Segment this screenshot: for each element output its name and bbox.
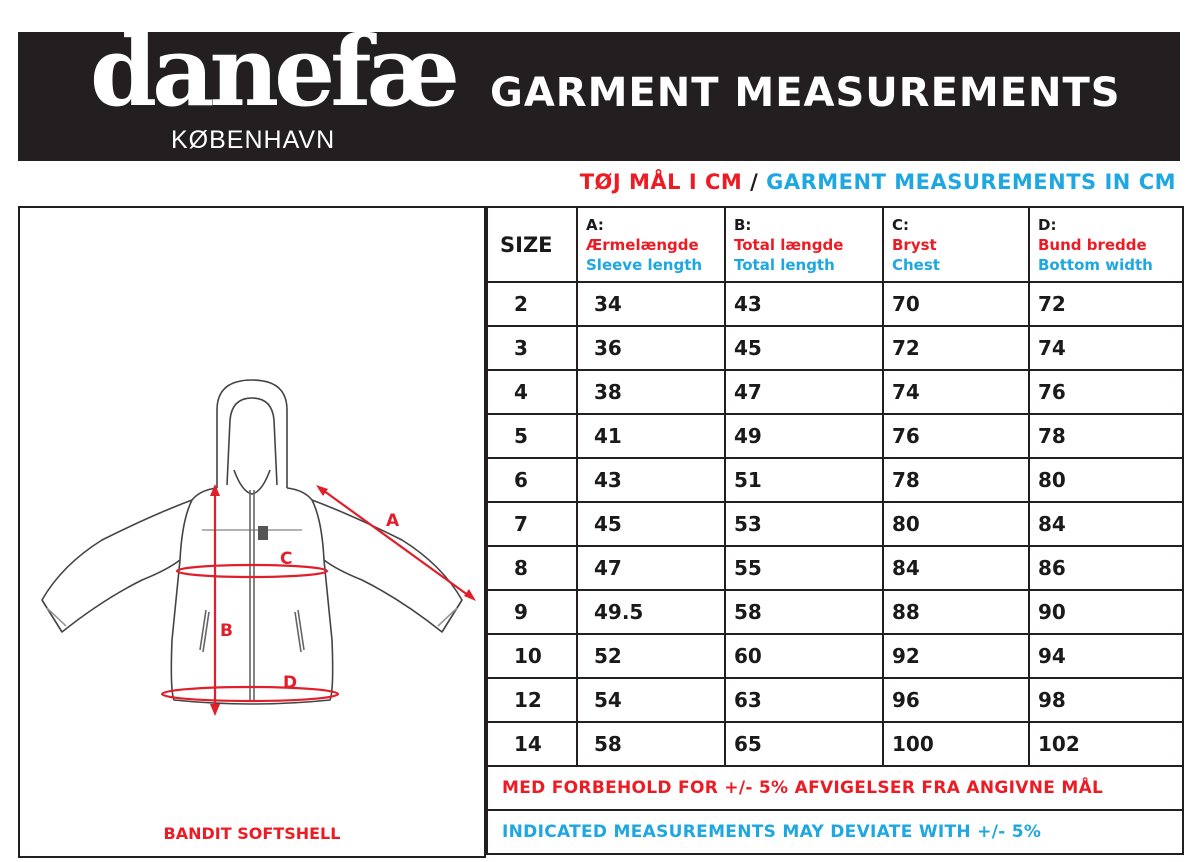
size-column-header: SIZE: [487, 207, 577, 282]
size-cell: 6: [487, 458, 577, 502]
label-a: A: [386, 511, 400, 531]
bottom-width-cell: 76: [1029, 370, 1183, 414]
bottom-width-cell: 72: [1029, 282, 1183, 326]
zipper: [250, 490, 254, 700]
bottom-width-cell: 74: [1029, 326, 1183, 370]
table-row: [487, 458, 1183, 502]
column-label-english: Sleeve length: [586, 255, 703, 274]
sleeve-length-cell: 43: [577, 458, 725, 502]
size-cell: 10: [487, 634, 577, 678]
size-cell: 9: [487, 590, 577, 634]
chest-cell: 88: [883, 590, 1029, 634]
size-cell: 14: [487, 722, 577, 766]
sleeve-length-cell: 34: [577, 282, 725, 326]
total-length-cell: 53: [725, 502, 883, 546]
subtitle-english: GARMENT MEASUREMENTS IN CM: [766, 170, 1176, 194]
jacket-body: [171, 488, 332, 704]
sleeve-length-cell: 52: [577, 634, 725, 678]
bottom-width-cell: 86: [1029, 546, 1183, 590]
table-row: [487, 414, 1183, 458]
total-length-cell: 49: [725, 414, 883, 458]
column-label-danish: Bryst: [892, 235, 937, 254]
bottom-width-cell: 98: [1029, 678, 1183, 722]
total-length-cell: 51: [725, 458, 883, 502]
total-length-cell: 63: [725, 678, 883, 722]
sleeve-length-cell: 38: [577, 370, 725, 414]
size-cell: 8: [487, 546, 577, 590]
total-length-cell: 58: [725, 590, 883, 634]
bottom-width-cell: 78: [1029, 414, 1183, 458]
sleeve-length-cell: 41: [577, 414, 725, 458]
column-header-a: [577, 207, 725, 282]
header-banner: [18, 15, 1180, 161]
bottom-width-cell: 102: [1029, 722, 1183, 766]
garment-diagram-panel: [18, 206, 486, 858]
total-length-cell: 43: [725, 282, 883, 326]
size-cell: 2: [487, 282, 577, 326]
column-label-english: Chest: [892, 255, 940, 274]
left-sleeve: [42, 500, 192, 632]
table-row: [487, 326, 1183, 370]
size-cell: 4: [487, 370, 577, 414]
chest-cell: 84: [883, 546, 1029, 590]
measure-line-a: [320, 488, 472, 598]
chest-cell: 92: [883, 634, 1029, 678]
table-row: [487, 634, 1183, 678]
bottom-width-cell: 84: [1029, 502, 1183, 546]
column-header-c: [883, 207, 1029, 282]
chest-cell: 96: [883, 678, 1029, 722]
sleeve-length-cell: 49.5: [577, 590, 725, 634]
tolerance-note-english: INDICATED MEASUREMENTS MAY DEVIATE WITH +/- 5%: [487, 810, 1183, 854]
size-cell: 5: [487, 414, 577, 458]
total-length-cell: 65: [725, 722, 883, 766]
measurement-subtitle: [580, 170, 1176, 194]
table-row: [487, 502, 1183, 546]
column-label-danish: Total længde: [734, 235, 844, 254]
table-body: [487, 282, 1183, 854]
bottom-width-cell: 80: [1029, 458, 1183, 502]
note-row-english: [487, 810, 1183, 854]
total-length-cell: 47: [725, 370, 883, 414]
label-b: B: [220, 621, 233, 641]
chest-cell: 80: [883, 502, 1029, 546]
column-label-english: Total length: [734, 255, 835, 274]
table-row: [487, 590, 1183, 634]
table-row: [487, 722, 1183, 766]
size-cell: 12: [487, 678, 577, 722]
chest-cell: 70: [883, 282, 1029, 326]
label-d: D: [283, 673, 298, 693]
column-header-b: [725, 207, 883, 282]
table-row: [487, 282, 1183, 326]
sleeve-length-cell: 45: [577, 502, 725, 546]
sleeve-length-cell: 58: [577, 722, 725, 766]
column-header-d: [1029, 207, 1183, 282]
left-pocket: [200, 610, 209, 652]
table-row: [487, 678, 1183, 722]
column-letter: C:: [892, 215, 910, 234]
table-header-row: [487, 207, 1183, 282]
table-row: [487, 370, 1183, 414]
table-row: [487, 546, 1183, 590]
label-c: C: [280, 549, 293, 569]
column-label-english: Bottom width: [1038, 255, 1153, 274]
page-title: GARMENT MEASUREMENTS: [490, 70, 1121, 116]
size-cell: 3: [487, 326, 577, 370]
column-label-danish: Bund bredde: [1038, 235, 1147, 254]
sleeve-length-cell: 54: [577, 678, 725, 722]
brand-logo: danefæ: [90, 15, 456, 128]
size-table: [486, 206, 1184, 855]
bottom-width-cell: 94: [1029, 634, 1183, 678]
total-length-cell: 45: [725, 326, 883, 370]
garment-name: BANDIT SOFTSHELL: [163, 824, 341, 843]
bottom-width-cell: 90: [1029, 590, 1183, 634]
chest-cell: 76: [883, 414, 1029, 458]
total-length-cell: 60: [725, 634, 883, 678]
subtitle-danish: TØJ MÅL I CM: [579, 170, 743, 194]
sleeve-length-cell: 36: [577, 326, 725, 370]
measure-line-c: [177, 565, 327, 577]
column-label-danish: Ærmelængde: [586, 235, 699, 254]
total-length-cell: 55: [725, 546, 883, 590]
chest-cell: 78: [883, 458, 1029, 502]
sleeve-length-cell: 47: [577, 546, 725, 590]
subtitle-separator: /: [742, 170, 767, 194]
tolerance-note-danish: MED FORBEHOLD FOR +/- 5% AFVIGELSER FRA ANGIVNE MÅL: [487, 766, 1183, 810]
right-pocket: [295, 610, 304, 652]
column-letter: D:: [1038, 215, 1057, 234]
size-cell: 7: [487, 502, 577, 546]
jacket-diagram: [20, 208, 484, 856]
chest-cell: 72: [883, 326, 1029, 370]
chest-cell: 100: [883, 722, 1029, 766]
chest-cell: 74: [883, 370, 1029, 414]
column-letter: A:: [586, 215, 604, 234]
note-row-danish: [487, 766, 1183, 810]
column-letter: B:: [734, 215, 752, 234]
brand-subtitle: KØBENHAVN: [171, 126, 336, 154]
